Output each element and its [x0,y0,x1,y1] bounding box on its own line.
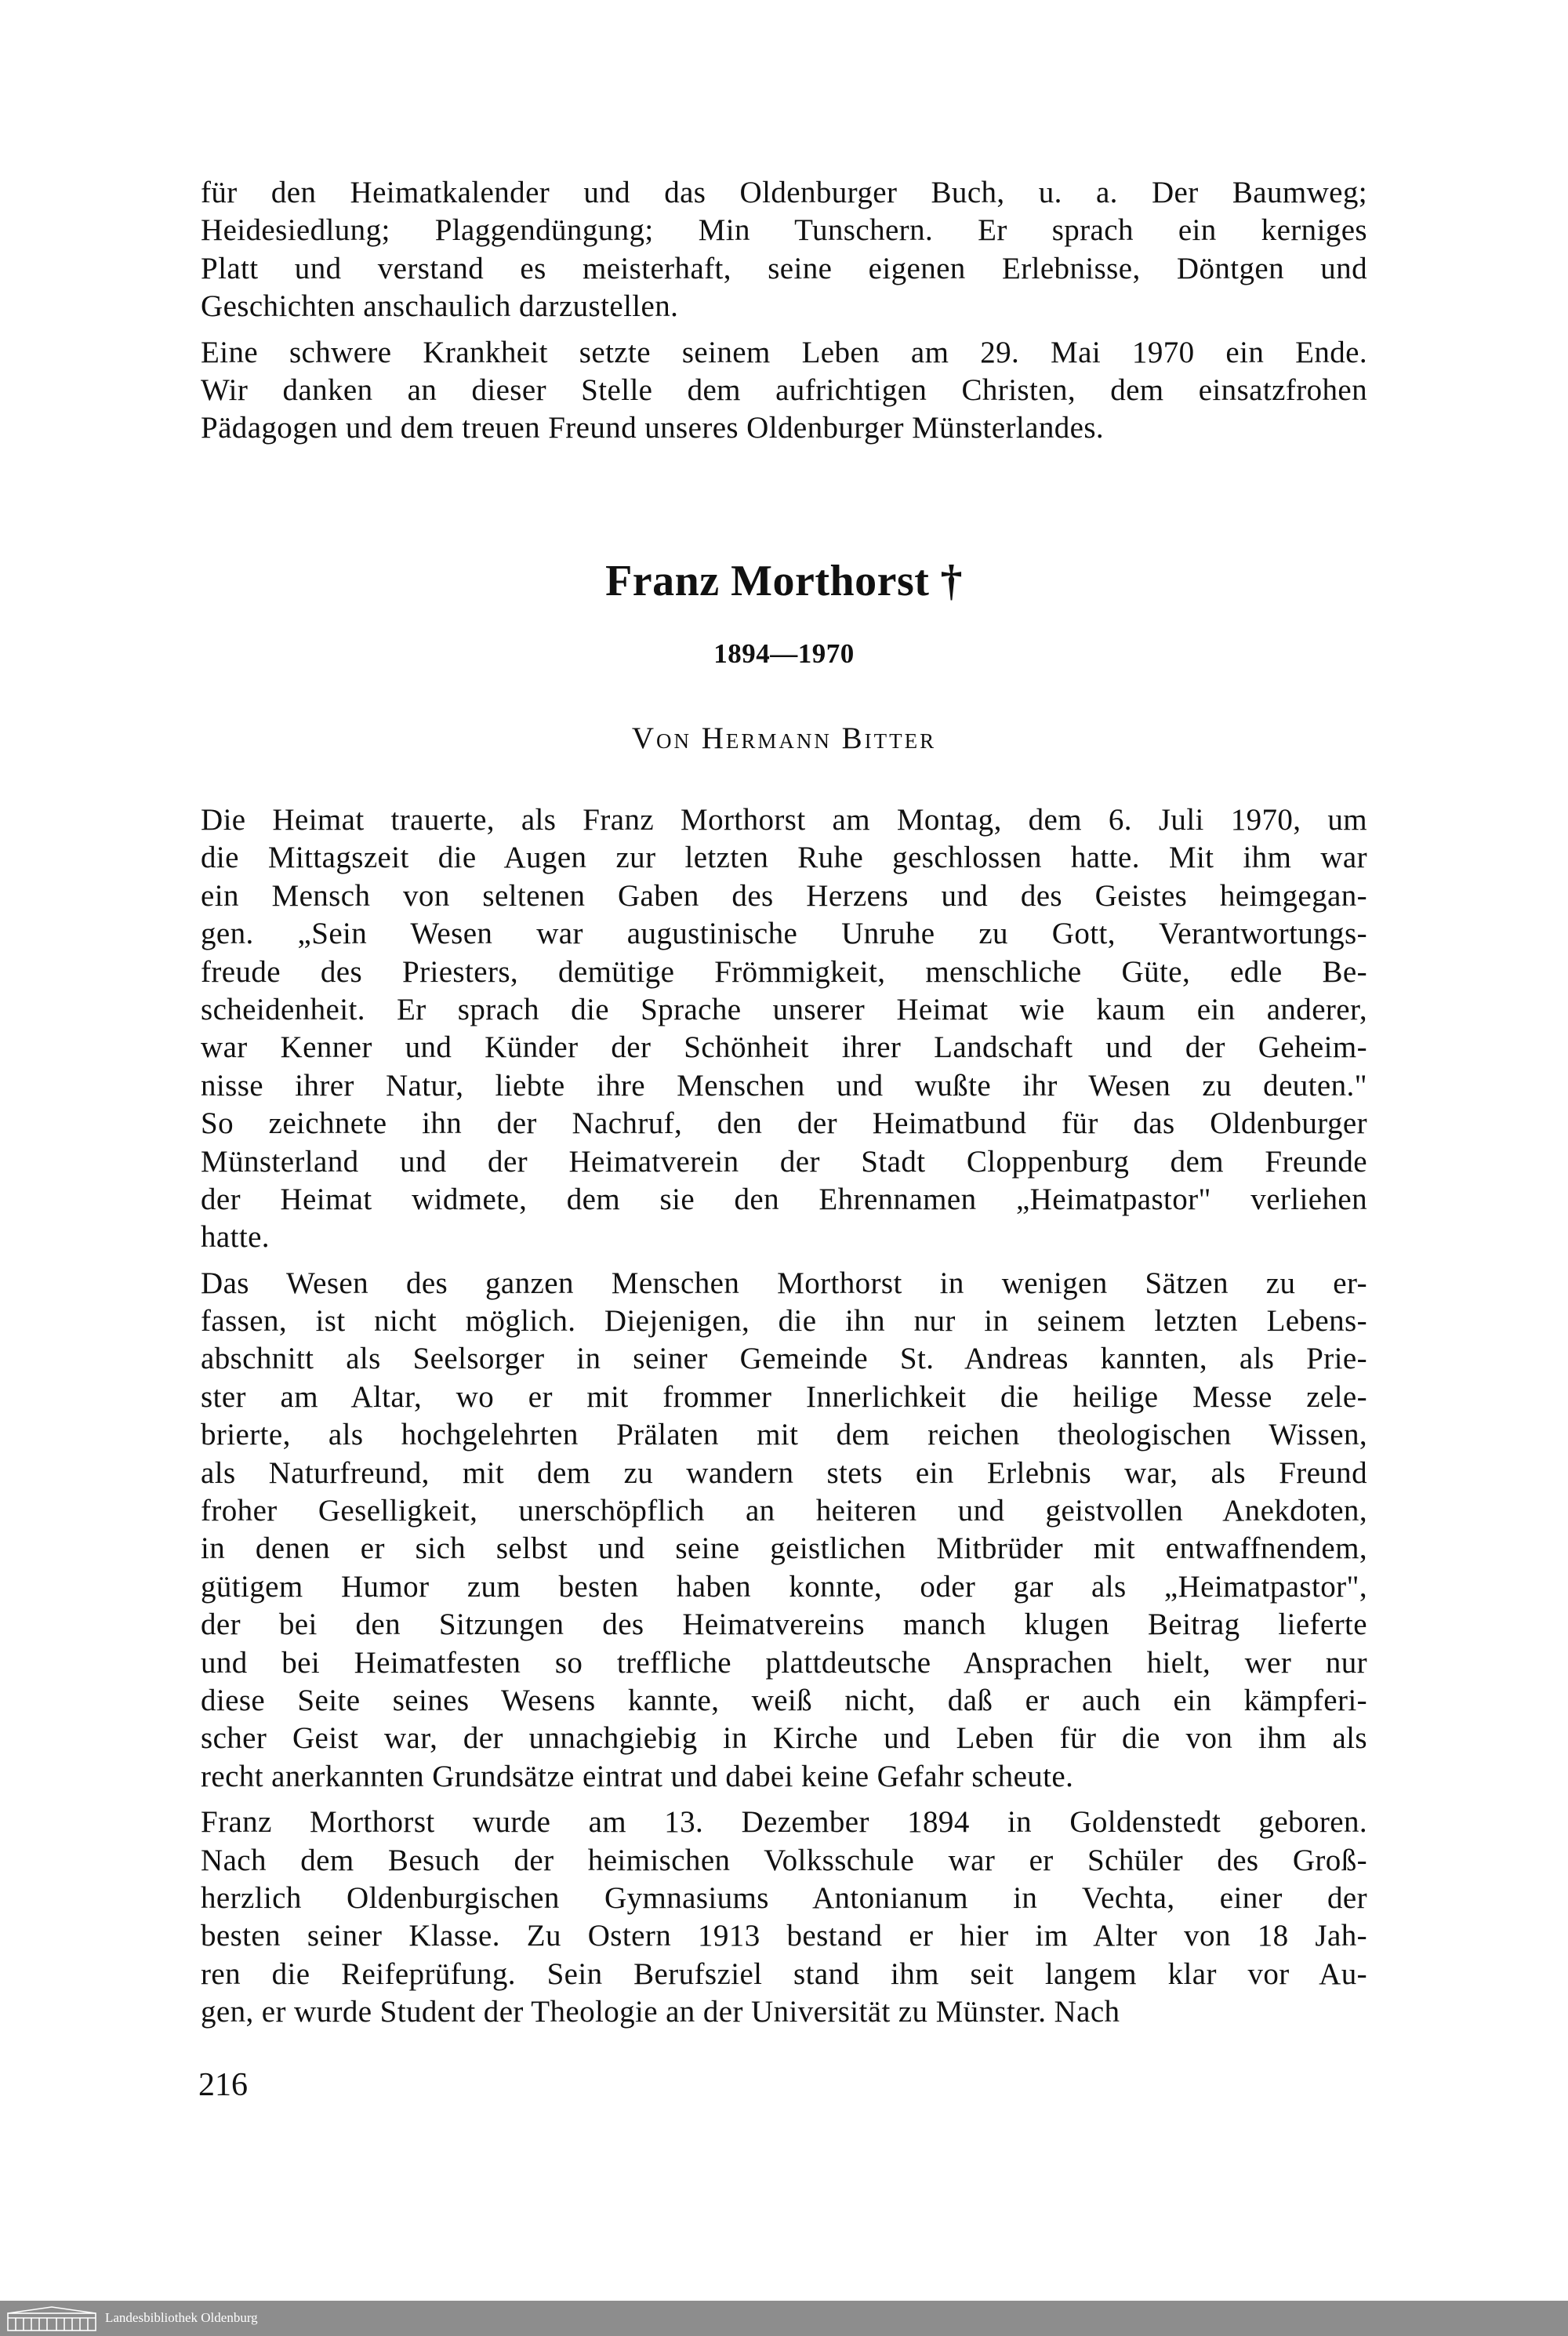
text-line: für den Heimatkalender und das Oldenburger Buch, u. a. Der Baumweg; [201,176,1367,209]
text-line: diese Seite seines Wesens kannte, weiß nicht, daß er auch ein kämpferi- [201,1683,1367,1717]
text-line: Platt und verstand es meisterhaft, seine eigenen Erlebnisse, Döntgen und [201,251,1367,285]
text-line: Heidesiedlung; Plaggendüngung; Min Tunschern. Er sprach ein kerniges [201,213,1367,248]
text-line: Nach dem Besuch der heimischen Volksschule war er Schüler des Groß- [201,1843,1367,1877]
text-line: So zeichnete ihn der Nachruf, den der Heimatbund für das Oldenburger [201,1106,1367,1141]
previous-article-text [201,174,1367,456]
text-line: scheidenheit. Er sprach die Sprache unserer Heimat wie kaum ein anderer, [201,992,1367,1026]
text-line: der bei den Sitzungen des Heimatvereins manch klugen Beitrag lieferte [201,1608,1367,1642]
text-line: der Heimat widmete, dem sie den Ehrennamen „Heimatpastor" verliehen [201,1182,1367,1216]
paragraph [201,801,1367,1257]
text-line: gütigem Humor zum besten haben konnte, oder gar als „Heimatpastor", [201,1569,1367,1604]
text-line: scher Geist war, der unnachgiebig in Kirche und Leben für die von ihm als [201,1721,1367,1756]
library-label: Landesbibliothek Oldenburg [105,2310,258,2325]
article-body [201,801,1367,2040]
text-line: in denen er sich selbst und seine geistlichen Mitbrüder mit entwaffnendem, [201,1531,1367,1566]
dagger-mark: † [940,557,963,605]
article-title [0,554,1568,609]
text-line: hatte. [201,1220,270,1255]
text-line: recht anerkannten Grundsätze eintrat und dabei keine Gefahr scheute. [201,1759,1074,1793]
text-line: froher Geselligkeit, unerschöpflich an heiteren und geistvollen Anekdoten, [201,1494,1367,1528]
text-line: Pädagogen und dem treuen Freund unseres Oldenburger Münsterlandes. [201,411,1105,445]
text-line: ein Mensch von seltenen Gaben des Herzens und des Geistes heimgegan- [201,878,1367,913]
text-line: brierte, als hochgelehrten Prälaten mit dem reichen theologischen Wissen, [201,1418,1367,1452]
text-line: besten seiner Klasse. Zu Ostern 1913 bestand er hier im Alter von 18 Jah- [201,1919,1367,1953]
article-title-text: Franz Morthorst [605,557,930,605]
text-line: Wir danken an dieser Stelle dem aufrichtigen Christen, dem einsatzfrohen [201,372,1367,407]
text-line: Eine schwere Krankheit setzte seinem Leben am 29. Mai 1970 ein Ende. [201,335,1367,369]
text-line: Franz Morthorst wurde am 13. Dezember 1894 in Goldenstedt geboren. [201,1805,1367,1840]
text-line: war Kenner und Künder der Schönheit ihrer Landschaft und der Geheim- [201,1030,1367,1065]
text-line: fassen, ist nicht möglich. Diejenigen, die ihn nur in seinem letzten Lebens- [201,1304,1367,1339]
text-line: Münsterland und der Heimatverein der Stadt Cloppenburg dem Freunde [201,1144,1367,1179]
library-footer-bar [0,2301,1568,2336]
text-line: Die Heimat trauerte, als Franz Morthorst am Montag, dem 6. Juli 1970, um [201,803,1367,837]
paragraph [201,334,1367,448]
library-building-icon [6,2305,97,2332]
text-line: herzlich Oldenburgischen Gymnasiums Antonianum in Vechta, einer der [201,1880,1367,1915]
page-number: 216 [198,2067,248,2103]
text-line: gen, er wurde Student der Theologie an der Universität zu Münster. Nach [201,1995,1120,2029]
text-line: gen. „Sein Wesen war augustinische Unruhe zu Gott, Verantwortungs- [201,917,1367,951]
text-line: nisse ihrer Natur, liebte ihre Menschen und wußte ihr Wesen zu deuten." [201,1068,1367,1103]
paragraph [201,1804,1367,2031]
text-line: Das Wesen des ganzen Menschen Morthorst in wenigen Sätzen zu er- [201,1266,1367,1300]
article-author: Von Hermann Bitter [631,721,937,755]
text-line: ren die Reifeprüfung. Sein Berufsziel stand ihm seit langem klar vor Au- [201,1956,1367,1991]
article-years: 1894—1970 [713,638,855,669]
text-line: ster am Altar, wo er mit frommer Innerlichkeit die heilige Messe zele- [201,1379,1367,1414]
text-line: die Mittagszeit die Augen zur letzten Ruhe geschlossen hatte. Mit ihm war [201,841,1367,875]
text-line: und bei Heimatfesten so treffliche plattdeutsche Ansprachen hielt, wer nur [201,1645,1367,1680]
text-line: freude des Priesters, demütige Frömmigkeit, menschliche Güte, edle Be- [201,954,1367,989]
text-line: Geschichten anschaulich darzustellen. [201,289,679,324]
text-line: als Naturfreund, mit dem zu wandern stets ein Erlebnis war, als Freund [201,1455,1367,1490]
paragraph [201,1265,1367,1796]
text-line: abschnitt als Seelsorger in seiner Gemeinde St. Andreas kannten, als Prie- [201,1342,1367,1376]
paragraph [201,174,1367,326]
